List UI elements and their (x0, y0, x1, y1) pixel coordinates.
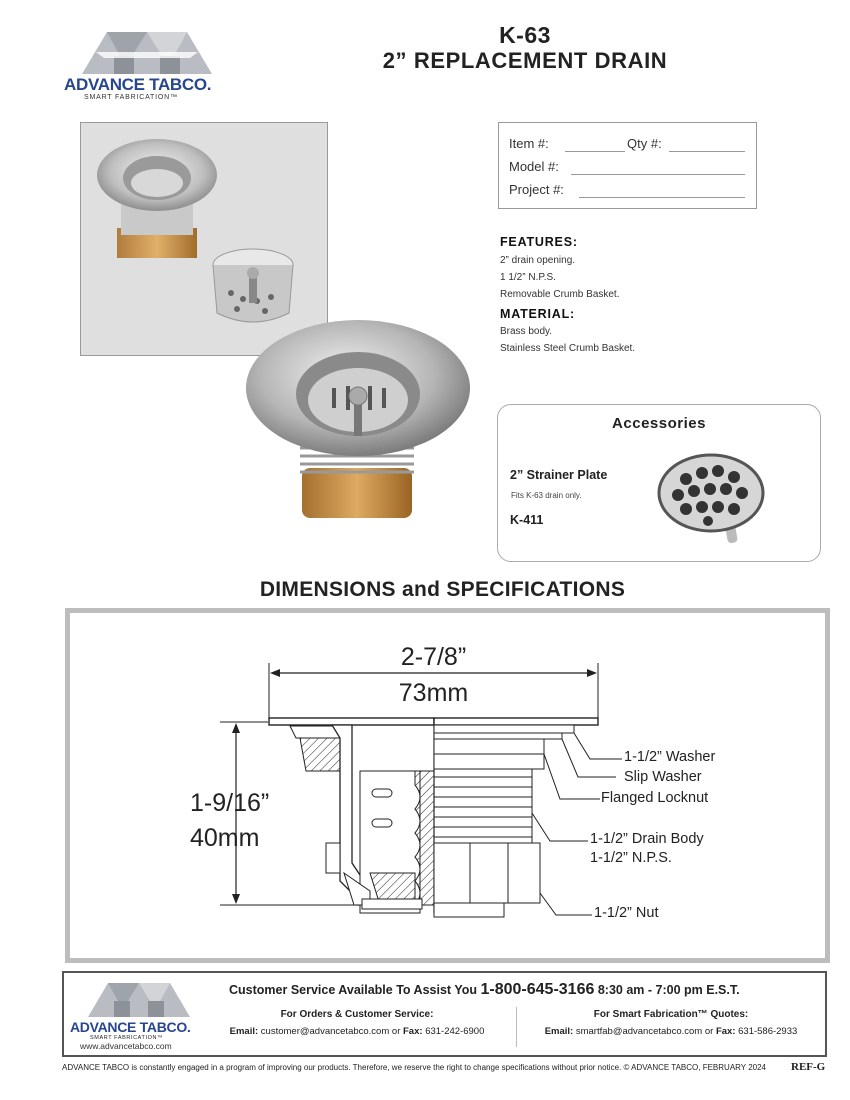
smartfab-contact (526, 1009, 816, 1037)
smart-email[interactable]: smartfab@advancetabco.com (575, 1026, 703, 1037)
callout-washer: 1-1/2” Washer (624, 749, 716, 765)
dimensions-frame (65, 608, 830, 963)
orders-contact (212, 1009, 502, 1037)
smart-or: or (704, 1026, 714, 1037)
callout-flanged-locknut: Flanged Locknut (601, 790, 709, 806)
orders-or: or (391, 1026, 401, 1037)
footer-divider (516, 1007, 517, 1047)
drain-assembly-photo (240, 318, 470, 523)
dimensions-heading: DIMENSIONS and SPECIFICATIONS (259, 578, 626, 601)
order-info-box (498, 122, 757, 209)
callout-slip-washer: Slip Washer (624, 769, 702, 785)
width-inches: 2-7/8” (400, 643, 467, 671)
smart-fax: 631-586-2933 (738, 1026, 798, 1037)
feature-item: 1 1/2” N.P.S. (500, 272, 556, 283)
qty-field[interactable] (669, 151, 745, 152)
material-heading: MATERIAL: (500, 307, 576, 321)
project-label: Project #: (509, 182, 564, 197)
orders-email[interactable]: customer@advancetabco.com (260, 1026, 390, 1037)
height-mm: 40mm (190, 824, 260, 852)
footer-tagline: SMART FABRICATION™ (90, 1035, 164, 1041)
features-heading: FEATURES: (500, 235, 578, 249)
footer (62, 971, 827, 1057)
smart-email-label: Email: (544, 1026, 574, 1037)
width-mm: 73mm (398, 679, 469, 707)
website-link[interactable]: www.advancetabco.com (80, 1041, 172, 1051)
disclaimer: ADVANCE TABCO is constantly engaged in a program of improving our products. Therefore, we reserve the right to change specifications without prior notice. © ADVANCE TABCO, FEBRUARY 2024 (62, 1063, 766, 1072)
project-field[interactable] (579, 197, 745, 198)
accessory-note: Fits K-63 drain only. (511, 491, 582, 500)
brand-tagline: SMART FABRICATION™ (84, 94, 178, 101)
model-number: K-63 (499, 22, 551, 48)
smart-fax-label: Fax: (715, 1026, 736, 1037)
customer-service-line (229, 981, 740, 999)
ref-code: REF-G (791, 1061, 826, 1073)
height-inches: 1-9/16” (190, 789, 270, 817)
cs-text: Customer Service Available To Assist You (229, 983, 478, 997)
orders-fax-label: Fax: (403, 1026, 423, 1037)
orders-fax: 631-242-6900 (425, 1026, 485, 1037)
orders-email-label: Email: (229, 1026, 259, 1037)
callout-drain-body: 1-1/2” Drain Body (590, 831, 704, 847)
item-field[interactable] (565, 151, 625, 152)
accessory-name: 2” Strainer Plate (510, 468, 608, 482)
phone-number[interactable]: 1-800-645-3166 (480, 981, 595, 998)
features-section (500, 235, 635, 357)
callout-nps: 1-1/2” N.P.S. (590, 850, 672, 866)
footer-brand: ADVANCE TABCO. (70, 1019, 191, 1035)
model-label: Model #: (509, 159, 559, 174)
cs-hours: 8:30 am - 7:00 pm E.S.T. (597, 983, 740, 997)
accessory-code: K-411 (510, 513, 544, 527)
feature-item: 2” drain opening. (500, 255, 576, 266)
model-field[interactable] (571, 174, 745, 175)
material-item: Brass body. (500, 326, 553, 337)
callout-nut: 1-1/2” Nut (594, 905, 659, 921)
accessories-box (497, 404, 821, 562)
feature-item: Removable Crumb Basket. (500, 289, 620, 300)
smart-heading: For Smart Fabrication™ Quotes: (593, 1009, 749, 1020)
material-item: Stainless Steel Crumb Basket. (500, 343, 636, 354)
product-title: 2” REPLACEMENT DRAIN (382, 48, 668, 73)
accessories-title: Accessories (612, 415, 706, 432)
title-block (320, 22, 730, 74)
orders-heading: For Orders & Customer Service: (280, 1009, 434, 1020)
item-label: Item #: (509, 136, 549, 151)
brand-name: ADVANCE TABCO. (64, 75, 212, 94)
strainer-plate-icon (656, 449, 766, 557)
qty-label: Qty #: (627, 136, 662, 151)
